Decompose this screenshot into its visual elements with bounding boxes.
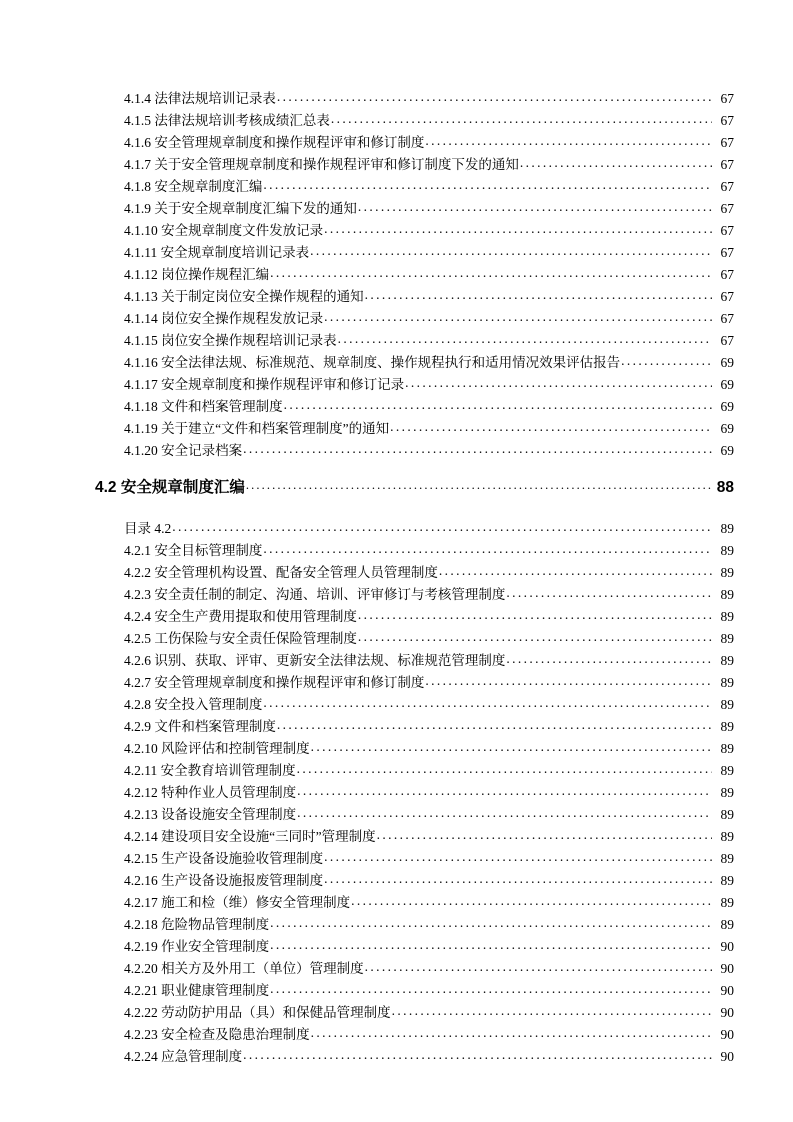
toc-entry-title: 4.1.16 安全法律法规、标准规范、规章制度、操作规程执行和适用情况效果评估报告 (124, 355, 621, 370)
toc-dot-leader (377, 828, 712, 842)
toc-entry-title: 4.1.19 关于建立“文件和档案管理制度”的通知 (124, 421, 390, 436)
toc-entry-title: 4.1.17 安全规章制度和操作规程评审和修订记录 (124, 377, 405, 392)
toc-entry-page-number: 67 (720, 179, 734, 194)
toc-entry-title: 4.2.17 施工和检（维）修安全管理制度 (124, 895, 351, 910)
toc-dot-leader (246, 476, 712, 492)
toc-entry[interactable] (0, 672, 793, 694)
toc-entry-title: 4.2.11 安全教育培训管理制度 (124, 763, 296, 778)
toc-entry-title: 4.2.3 安全责任制的制定、沟通、培训、评审修订与考核管理制度 (124, 587, 506, 602)
toc-entry-title: 4.2.8 安全投入管理制度 (124, 697, 263, 712)
toc-dot-leader (506, 586, 712, 600)
toc-entry[interactable] (0, 848, 793, 870)
toc-entry-page-number: 90 (720, 939, 734, 954)
toc-entry[interactable] (0, 220, 793, 242)
toc-entry-page-number: 89 (720, 697, 734, 712)
toc-entry-title: 4.1.8 安全规章制度汇编 (124, 179, 263, 194)
toc-entry-page-number: 89 (720, 543, 734, 558)
toc-entry[interactable] (0, 804, 793, 826)
toc-entry-page-number: 67 (720, 223, 734, 238)
toc-entry-page-number: 89 (720, 653, 734, 668)
toc-dot-leader (358, 200, 712, 214)
toc-entry-title: 4.2.23 安全检查及隐患治理制度 (124, 1027, 310, 1042)
toc-entry-page-number: 67 (720, 91, 734, 106)
toc-dot-leader (324, 222, 712, 236)
toc-entry[interactable] (0, 374, 793, 396)
toc-entry[interactable] (0, 650, 793, 672)
table-of-contents (0, 88, 793, 1068)
toc-dot-leader (338, 332, 712, 346)
toc-entry-page-number: 69 (720, 443, 734, 458)
toc-entry[interactable] (0, 418, 793, 440)
toc-entry-title: 4.1.18 文件和档案管理制度 (124, 399, 283, 414)
toc-dot-leader (263, 178, 712, 192)
toc-dot-leader (297, 762, 712, 776)
toc-entry[interactable] (0, 936, 793, 958)
toc-entry[interactable] (0, 628, 793, 650)
toc-dot-leader (439, 564, 712, 578)
toc-entry[interactable] (0, 440, 793, 462)
toc-dot-leader (270, 266, 712, 280)
toc-entry-page-number: 89 (720, 675, 734, 690)
toc-entry[interactable] (0, 980, 793, 1002)
toc-entry-page-number: 90 (720, 1027, 734, 1042)
toc-entry-page-number: 69 (720, 399, 734, 414)
toc-entry-page-number: 67 (720, 289, 734, 304)
toc-entry-title: 4.2.4 安全生产费用提取和使用管理制度 (124, 609, 357, 624)
toc-entry-title: 目录 4.2 (124, 521, 172, 536)
toc-entry-page-number: 89 (720, 741, 734, 756)
toc-entry[interactable] (0, 518, 793, 540)
toc-dot-leader (331, 112, 712, 126)
toc-entry-page-number: 89 (720, 873, 734, 888)
toc-entry-title: 4.2.9 文件和档案管理制度 (124, 719, 276, 734)
toc-entry[interactable] (0, 132, 793, 154)
toc-entry-title: 4.2.19 作业安全管理制度 (124, 939, 270, 954)
toc-dot-leader (365, 960, 712, 974)
toc-entry[interactable] (0, 198, 793, 220)
toc-dot-leader (243, 1048, 712, 1062)
toc-entry-title: 4.2.6 识别、获取、评审、更新安全法律法规、标准规范管理制度 (124, 653, 506, 668)
toc-dot-leader (405, 376, 712, 390)
toc-entry-page-number: 89 (720, 785, 734, 800)
toc-entry[interactable] (0, 870, 793, 892)
toc-dot-leader (297, 784, 712, 798)
toc-entry[interactable] (0, 110, 793, 132)
toc-entry-page-number: 89 (720, 763, 734, 778)
toc-entry-page-number: 67 (720, 311, 734, 326)
toc-entry-title: 4.2.22 劳动防护用品（具）和保健品管理制度 (124, 1005, 391, 1020)
toc-entry[interactable] (0, 352, 793, 374)
toc-entry-page-number: 89 (720, 917, 734, 932)
toc-dot-leader (311, 740, 712, 754)
toc-entry-page-number: 90 (720, 1049, 734, 1064)
toc-dot-leader (351, 894, 712, 908)
toc-entry[interactable] (0, 396, 793, 418)
toc-dot-leader (270, 982, 712, 996)
toc-entry-title: 4.2.20 相关方及外用工（单位）管理制度 (124, 961, 364, 976)
toc-entry-title: 4.2.15 生产设备设施验收管理制度 (124, 851, 324, 866)
toc-dot-leader (358, 608, 712, 622)
toc-entry-page-number: 88 (716, 478, 734, 496)
toc-entry-title: 4.2.2 安全管理机构设置、配备安全管理人员管理制度 (124, 565, 438, 580)
toc-dot-leader (506, 652, 712, 666)
toc-entry-page-number: 69 (720, 355, 734, 370)
toc-entry[interactable] (0, 476, 793, 506)
toc-entry-page-number: 89 (720, 829, 734, 844)
toc-entry-title: 4.1.20 安全记录档案 (124, 443, 243, 458)
toc-entry-page-number: 90 (720, 983, 734, 998)
toc-entry-page-number: 67 (720, 135, 734, 150)
toc-entry-title: 4.1.7 关于安全管理规章制度和操作规程评审和修订制度下发的通知 (124, 157, 519, 172)
toc-entry-title: 4.1.6 安全管理规章制度和操作规程评审和修订制度 (124, 135, 425, 150)
toc-dot-leader (297, 806, 712, 820)
toc-entry-page-number: 67 (720, 267, 734, 282)
toc-dot-leader (390, 420, 712, 434)
toc-dot-leader (172, 520, 712, 534)
toc-dot-leader (365, 288, 712, 302)
toc-entry[interactable] (0, 308, 793, 330)
toc-entry-page-number: 67 (720, 201, 734, 216)
toc-entry[interactable] (0, 286, 793, 308)
toc-entry[interactable] (0, 176, 793, 198)
toc-entry-title: 4.2.1 安全目标管理制度 (124, 543, 263, 558)
toc-dot-leader (324, 872, 712, 886)
toc-dot-leader (284, 398, 712, 412)
toc-entry-page-number: 89 (720, 807, 734, 822)
toc-dot-leader (324, 310, 712, 324)
toc-dot-leader (243, 442, 712, 456)
toc-entry-title: 4.2.5 工伤保险与安全责任保险管理制度 (124, 631, 357, 646)
toc-entry[interactable] (0, 826, 793, 848)
toc-entry[interactable] (0, 330, 793, 352)
toc-entry[interactable] (0, 154, 793, 176)
toc-entry-page-number: 67 (720, 157, 734, 172)
toc-entry[interactable] (0, 242, 793, 264)
toc-dot-leader (270, 938, 712, 952)
toc-entry-title: 4.2.10 风险评估和控制管理制度 (124, 741, 310, 756)
toc-entry-title: 4.1.4 法律法规培训记录表 (124, 91, 276, 106)
toc-entry-page-number: 69 (720, 377, 734, 392)
toc-entry[interactable] (0, 738, 793, 760)
toc-entry[interactable] (0, 760, 793, 782)
toc-entry-title: 4.2.21 职业健康管理制度 (124, 983, 270, 998)
toc-entry-page-number: 89 (720, 631, 734, 646)
toc-dot-leader (277, 90, 712, 104)
toc-entry-title: 4.1.14 岗位安全操作规程发放记录 (124, 311, 324, 326)
toc-entry[interactable] (0, 606, 793, 628)
toc-entry-title: 4.1.13 关于制定岗位安全操作规程的通知 (124, 289, 364, 304)
toc-dot-leader (392, 1004, 712, 1018)
toc-dot-leader (621, 354, 712, 368)
toc-entry-page-number: 90 (720, 961, 734, 976)
toc-entry[interactable] (0, 914, 793, 936)
toc-entry[interactable] (0, 264, 793, 286)
toc-entry-title: 4.1.11 安全规章制度培训记录表 (124, 245, 310, 260)
toc-dot-leader (270, 916, 712, 930)
toc-entry-page-number: 89 (720, 609, 734, 624)
toc-dot-leader (425, 674, 712, 688)
toc-entry-page-number: 89 (720, 587, 734, 602)
toc-entry[interactable] (0, 958, 793, 980)
toc-entry-page-number: 69 (720, 421, 734, 436)
toc-entry[interactable] (0, 562, 793, 584)
toc-entry-title: 4.1.15 岗位安全操作规程培训记录表 (124, 333, 337, 348)
toc-dot-leader (277, 718, 712, 732)
toc-entry[interactable] (0, 1046, 793, 1068)
toc-entry-title: 4.2.13 设备设施安全管理制度 (124, 807, 297, 822)
toc-entry-title: 4.2.24 应急管理制度 (124, 1049, 243, 1064)
toc-entry[interactable] (0, 584, 793, 606)
toc-dot-leader (324, 850, 712, 864)
toc-entry[interactable] (0, 892, 793, 914)
toc-entry-page-number: 89 (720, 719, 734, 734)
toc-entry-title: 4.2.18 危险物品管理制度 (124, 917, 270, 932)
toc-entry-title: 4.1.10 安全规章制度文件发放记录 (124, 223, 324, 238)
toc-dot-leader (263, 696, 712, 710)
toc-entry-page-number: 67 (720, 333, 734, 348)
toc-entry-page-number: 89 (720, 895, 734, 910)
toc-dot-leader (358, 630, 712, 644)
toc-dot-leader (311, 1026, 712, 1040)
toc-dot-leader (425, 134, 712, 148)
toc-entry[interactable] (0, 716, 793, 738)
toc-entry[interactable] (0, 694, 793, 716)
toc-entry-page-number: 67 (720, 245, 734, 260)
toc-entry[interactable] (0, 782, 793, 804)
toc-dot-leader (310, 244, 712, 258)
toc-entry-title: 4.2.16 生产设备设施报废管理制度 (124, 873, 324, 888)
toc-entry-title: 4.2.12 特种作业人员管理制度 (124, 785, 297, 800)
toc-dot-leader (520, 156, 712, 170)
toc-entry[interactable] (0, 540, 793, 562)
toc-entry-page-number: 67 (720, 113, 734, 128)
toc-entry-title: 4.2 安全规章制度汇编 (95, 478, 245, 496)
toc-entry[interactable] (0, 1002, 793, 1024)
toc-entry-title: 4.1.5 法律法规培训考核成绩汇总表 (124, 113, 330, 128)
toc-entry[interactable] (0, 88, 793, 110)
toc-entry-page-number: 89 (720, 565, 734, 580)
toc-entry-page-number: 89 (720, 851, 734, 866)
toc-entry-page-number: 90 (720, 1005, 734, 1020)
toc-entry-page-number: 89 (720, 521, 734, 536)
toc-entry-title: 4.1.9 关于安全规章制度汇编下发的通知 (124, 201, 357, 216)
toc-dot-leader (263, 542, 712, 556)
toc-entry[interactable] (0, 1024, 793, 1046)
toc-entry-title: 4.2.14 建设项目安全设施“三同时”管理制度 (124, 829, 376, 844)
toc-entry-title: 4.1.12 岗位操作规程汇编 (124, 267, 270, 282)
toc-entry-title: 4.2.7 安全管理规章制度和操作规程评审和修订制度 (124, 675, 425, 690)
